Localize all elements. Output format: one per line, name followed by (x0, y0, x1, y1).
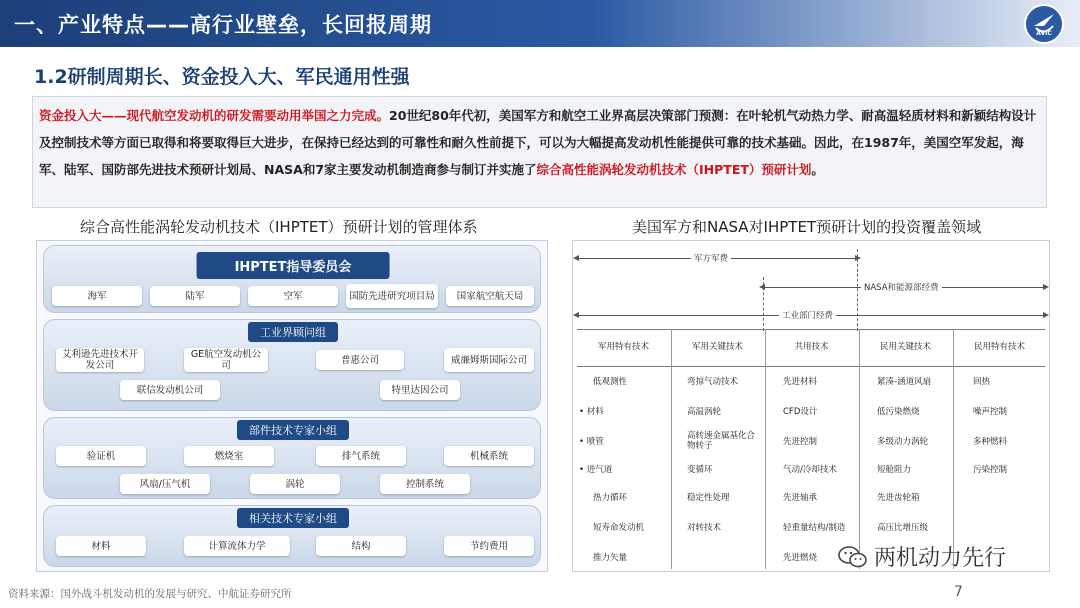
table-cell: • 材料 (579, 407, 604, 417)
table-cell: 高温涡轮 (687, 407, 722, 417)
component-member: 燃烧室 (184, 446, 274, 466)
component-member: 机械系统 (444, 446, 534, 466)
wechat-account-name: 两机动力先行 (874, 546, 1007, 571)
table-cell: 多级动力涡轮 (877, 437, 929, 447)
table-cell: 多种燃料 (973, 437, 1008, 447)
related-member: 节约费用 (444, 536, 534, 556)
intro-end: 。 (811, 162, 824, 177)
table-cell: 污染控制 (973, 465, 1008, 475)
committee-member: 陆军 (150, 286, 240, 306)
table-cell: • 喷管 (579, 437, 604, 447)
table-cell: 弯掠气动技术 (687, 377, 739, 387)
table-cell: 短舱阻力 (877, 465, 912, 475)
related-member: 计算流体力学 (184, 536, 290, 556)
committee-group (43, 245, 541, 313)
table-cell: CFD设计 (783, 407, 818, 417)
committee-member: 国家航空航天局 (446, 286, 534, 306)
committee-member: 国防先进研究项目局 (346, 284, 438, 308)
avic-logo-icon (1024, 4, 1064, 44)
dashed-divider (857, 249, 858, 331)
committee-title: IHPTET指导委员会 (197, 252, 390, 279)
table-cell: 高压比增压级 (877, 523, 929, 533)
wechat-icon (838, 545, 868, 569)
industry-member: 特里达因公司 (380, 380, 460, 400)
industry-member: 艾利逊先进技术开发公司 (56, 348, 144, 372)
industry-member: 普惠公司 (316, 350, 404, 370)
table-cell: 紧凑-涵道风扇 (877, 377, 932, 387)
table-cell: 噪声控制 (973, 407, 1008, 417)
component-member: 控制系统 (380, 474, 470, 494)
table-cell: 稳定性处理 (687, 493, 730, 503)
arrow-left-icon (759, 284, 765, 290)
table-cell: 推力矢量 (593, 553, 628, 563)
related-member: 结构 (316, 536, 406, 556)
table-cell: 高转速金属基化合物转子 (687, 431, 756, 451)
column-header: 共用技术 (794, 342, 829, 352)
table-cell: 先进材料 (783, 377, 818, 387)
arrow-left-icon (573, 255, 579, 261)
table-cell: 低观测性 (593, 377, 628, 387)
right-section-title: 美国军方和NASA对IHPTET预研计划的投资覆盖领域 (632, 218, 982, 236)
dashed-divider (763, 277, 764, 331)
header-title: 一、产业特点——高行业壁垒，长回报周期 (14, 13, 432, 37)
table-cell: 低污染燃烧 (877, 407, 920, 417)
column-separator (765, 329, 766, 569)
column-header: 军用特有技术 (597, 342, 649, 352)
source-note: 资料来源：国外战斗机发动机的发展与研究、中航证券研究所 (8, 588, 292, 600)
table-cell: 变循环 (687, 465, 713, 475)
org-diagram (36, 240, 548, 572)
intro-red-tail: 综合高性能涡轮发动机技术（IHPTET）预研计划 (536, 162, 812, 177)
arrow-left-icon (573, 312, 579, 318)
industry-member: 威廉姆斯国际公司 (444, 348, 534, 372)
intro-body: 20世纪80年代初，美国军方和航空工业界高层决策部门预测：在叶轮机气动热力学、耐高温轻质材料和新颖结构设计及控制技术等方面已取得和将要取得巨大进步，在保持已经达到的可靠性和耐久性前提下，可以为大幅提高发动机性能提供可靠的技术基础。因此，在1987年，美国空军发起，海军、陆军、国防部先进技术预研计划局、NASA和7家主要发动机制造商参与制订并实施了 (39, 108, 1037, 177)
related-member: 材料 (56, 536, 146, 556)
component-member: 排气系统 (316, 446, 406, 466)
industry-member: GE航空发动机公司 (184, 348, 268, 372)
table-cell: 先进齿轮箱 (877, 493, 920, 503)
column-header: 民用关键技术 (879, 342, 931, 352)
intro-paragraph (32, 96, 1047, 208)
table-cell: 轻重量结构/制造 (783, 523, 846, 533)
table-cell: 对转技术 (687, 523, 722, 533)
intro-red-lead: 资金投入大——现代航空发动机的研发需要动用举国之力完成。 (39, 108, 390, 123)
industry-member: 联信发动机公司 (120, 380, 220, 400)
coverage-diagram (572, 240, 1050, 572)
column-separator (953, 329, 954, 569)
component-member: 验证机 (56, 446, 146, 466)
table-cell: 回热 (973, 377, 991, 387)
committee-member: 海军 (52, 286, 142, 306)
table-cell: 短寿命发动机 (593, 523, 645, 533)
component-title: 部件技术专家小组 (237, 420, 349, 440)
arrow-right-icon (1043, 312, 1049, 318)
logo-text: AVIC (1036, 30, 1052, 37)
column-separator (859, 329, 860, 569)
page-number: 7 (954, 584, 963, 600)
table-cell: • 进气道 (579, 465, 613, 475)
nasa-funding-label: NASA和能源部经费 (861, 281, 942, 293)
component-group (43, 417, 541, 499)
committee-member: 空军 (248, 286, 338, 306)
arrow-right-icon (1043, 284, 1049, 290)
table-cell: 先进控制 (783, 437, 818, 447)
column-separator (671, 329, 672, 569)
component-member: 风扇/压气机 (120, 474, 210, 494)
wechat-watermark (838, 541, 1006, 572)
table-cell: 气动/冷却技术 (783, 465, 837, 475)
header-band (0, 0, 1080, 47)
component-member: 涡轮 (250, 474, 340, 494)
related-title: 相关技术专家小组 (237, 508, 349, 528)
column-header: 军用关键技术 (691, 342, 743, 352)
related-group (43, 505, 541, 567)
table-cell: 热力循环 (593, 493, 628, 503)
military-funding-label: 军方军费 (691, 252, 731, 264)
table-cell: 先进燃烧 (783, 553, 818, 563)
table-cell: 先进轴承 (783, 493, 818, 503)
industry-funding-label: 工业部门经费 (779, 309, 836, 321)
page-subtitle: 1.2研制周期长、资金投入大、军民通用性强 (34, 66, 410, 88)
arrow-right-icon (855, 255, 861, 261)
column-header: 民用特有技术 (973, 342, 1025, 352)
industry-group (43, 319, 541, 411)
industry-title: 工业界顾问组 (248, 322, 338, 342)
left-section-title: 综合高性能涡轮发动机技术（IHPTET）预研计划的管理体系 (80, 218, 478, 236)
